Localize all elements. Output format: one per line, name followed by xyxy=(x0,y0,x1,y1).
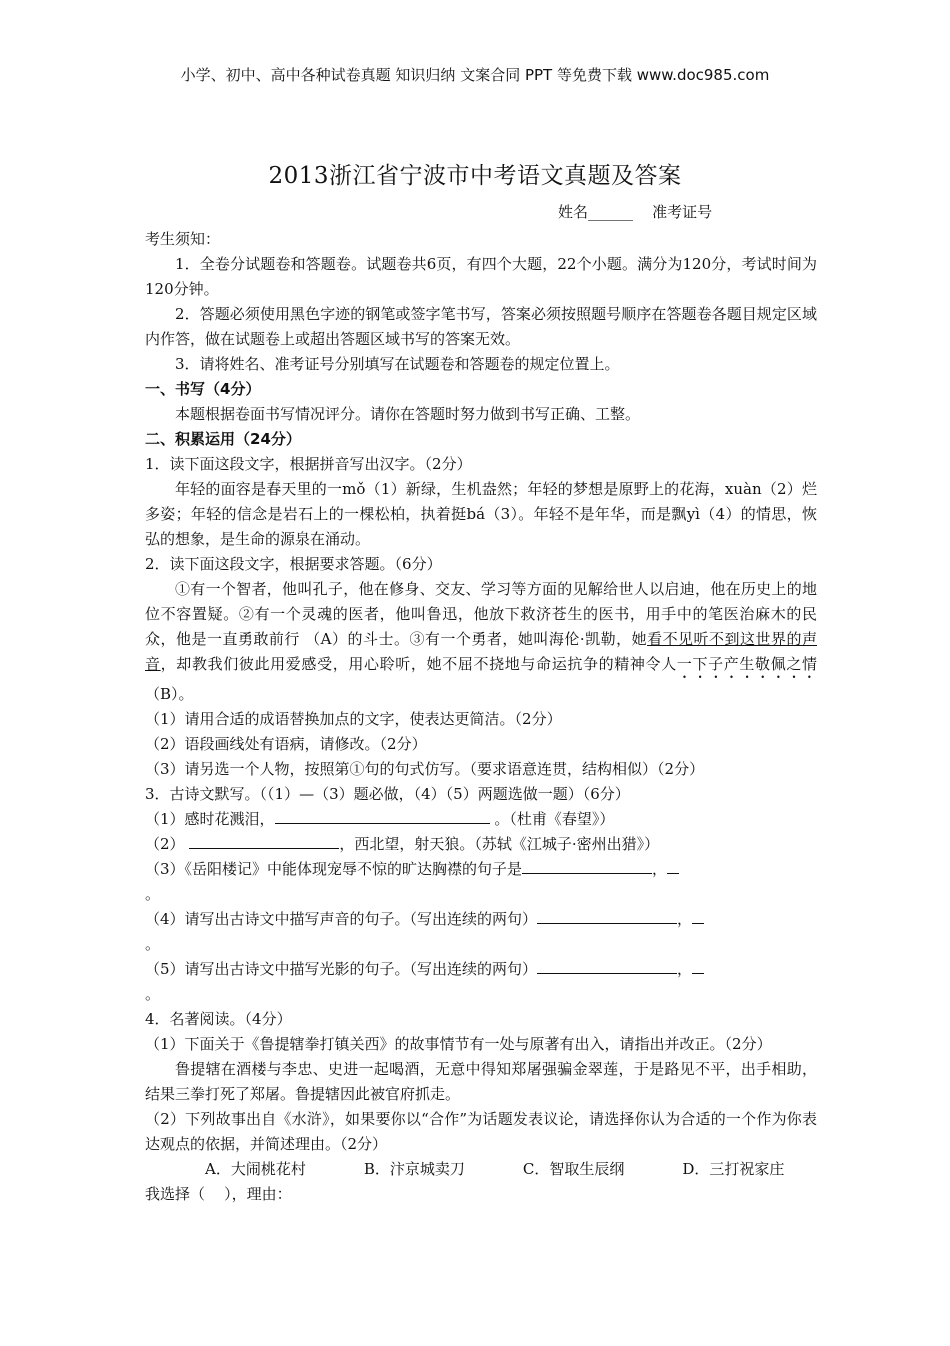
q2-sub-2: （2）语段画线处有语病，请修改。（2分） xyxy=(145,735,427,753)
q4-option-b[interactable]: B．汴京城卖刀 xyxy=(363,1160,465,1178)
notice-item-2: 2．答题必须使用黑色字迹的钢笔或签字笔书写，答案必须按照题号顺序在答题卷各题目规定区域内作答，做在试题卷上或超出答题区域书写的答案无效。 xyxy=(145,305,817,348)
q3-comma-4: ， xyxy=(677,910,693,928)
q3-line-2-text: ，西北望，射天狼。（苏轼《江城子·密州出猎》） xyxy=(339,835,660,853)
q2-passage-part-c: （B）。 xyxy=(145,685,194,703)
q3-blank-4a[interactable] xyxy=(537,907,677,924)
q3-blank-3a[interactable] xyxy=(522,857,652,874)
q4-option-c[interactable]: C．智取生辰纲 xyxy=(522,1160,625,1178)
q1-passage: 年轻的面容是春天里的一mǒ（1）新绿，生机盎然；年轻的梦想是原野上的花海，xuàn（2）烂多姿；年轻的信念是岩石上的一棵松柏，执着挺bá（3）。年轻不是年华，而是飘yì（4）的情思，恢弘的想象，是生命的源泉在涌动。 xyxy=(145,480,817,548)
q4-choose-line[interactable]: 我选择（ ），理由： xyxy=(145,1185,292,1203)
notice-item-1: 1．全卷分试题卷和答题卷。试题卷共6页，有四个大题，22个小题。满分为120分，考试时间为120分钟。 xyxy=(145,255,817,298)
q2-passage-part-a: ①有一个智者，他叫孔子，他在修身、交友、学习等方面的见解给世人以启迪，他在历史上的地位不容置疑。②有一个灵魂的医者，他叫鲁迅，他放下救济苍生的医书，用手中的笔医治麻木的民众，他是一直勇敢前行 （A）的斗士。③有一个勇者，她叫海伦·凯勒，她 xyxy=(145,580,817,648)
page-title: 2013浙江省宁波市中考语文真题及答案 xyxy=(268,163,682,189)
q3-line-3-end xyxy=(145,882,817,907)
q3-line-2 xyxy=(145,832,817,857)
q3-comma-5: ， xyxy=(677,960,693,978)
exam-id-label: 准考证号 xyxy=(652,203,713,221)
q4-sub-1: （1）下面关于《鲁提辖拳打镇关西》的故事情节有一处与原著有出入，请指出并改正。（2分） xyxy=(145,1035,772,1053)
q3-comma-3: ， xyxy=(652,860,668,878)
q3-blank-1[interactable] xyxy=(275,807,490,824)
section-1-heading: 一、书写（4分） xyxy=(145,380,261,398)
q3-blank-5b[interactable] xyxy=(692,957,704,974)
section-1-text: 本题根据卷面书写情况评分。请你在答题时努力做到书写正确、工整。 xyxy=(175,405,641,423)
q3-line-1 xyxy=(145,807,817,832)
q3-blank-3b[interactable] xyxy=(667,857,679,874)
q3-tail-5: 。 xyxy=(145,985,161,1003)
notice-item-3: 3．请将姓名、准考证号分别填写在试题卷和答题卷的规定位置上。 xyxy=(175,355,620,373)
q2-sub-1: （1）请用合适的成语替换加点的文字，使表达更简洁。（2分） xyxy=(145,710,562,728)
q4-option-d[interactable]: D．三打祝家庄 xyxy=(682,1160,785,1178)
candidate-info-line xyxy=(558,201,712,222)
q4-passage: 鲁提辖在酒楼与李忠、史进一起喝酒，无意中得知郑屠强骗金翠莲，于是路见不平，出手相助，结果三拳打死了郑屠。鲁提辖因此被官府抓走。 xyxy=(145,1060,817,1103)
q2-stem: 2．读下面这段文字，根据要求答题。（6分） xyxy=(145,555,442,573)
q3-stem: 3．古诗文默写。（（1）—（3）题必做，（4）（5）两题选做一题）（6分） xyxy=(145,785,630,803)
q3-line-2-prefix: （2） xyxy=(145,835,190,853)
q4-options xyxy=(145,1157,817,1182)
q2-passage xyxy=(145,577,817,707)
q3-line-5-text: （5）请写出古诗文中描写光影的句子。（写出连续的两句） xyxy=(145,960,538,978)
name-label: 姓名______ xyxy=(558,203,634,221)
q3-tail-4: 。 xyxy=(145,935,161,953)
q3-blank-2[interactable] xyxy=(189,832,339,849)
q3-line-4 xyxy=(145,907,817,932)
section-2-heading: 二、积累运用（24分） xyxy=(145,430,301,448)
notice-heading: 考生须知： xyxy=(145,230,221,248)
q2-dotted-phrase: 一下子产生敬佩之情 xyxy=(676,655,817,673)
q3-blank-4b[interactable] xyxy=(692,907,704,924)
q3-blank-5a[interactable] xyxy=(537,957,677,974)
q1-stem: 1．读下面这段文字，根据拼音写出汉字。（2分） xyxy=(145,455,472,473)
q3-line-3-text: （3）《岳阳楼记》中能体现宠辱不惊的旷达胸襟的句子是 xyxy=(145,860,523,878)
q2-underlined-phrase: 看不见听不到这世界的声音 xyxy=(145,630,817,673)
exam-content xyxy=(145,227,817,1207)
q4-option-a[interactable]: A．大闹桃花村 xyxy=(205,1160,306,1178)
q3-line-1-source: 。（杜甫《春望》） xyxy=(489,810,615,828)
q3-line-5-end xyxy=(145,982,817,1007)
q3-line-3 xyxy=(145,857,817,882)
q2-passage-part-b: ，却教我们彼此用爱感受，用心聆听，她不屈不挠地与命运抗争的精神令人 xyxy=(160,655,677,673)
q3-line-4-text: （4）请写出古诗文中描写声音的句子。（写出连续的两句） xyxy=(145,910,538,928)
q4-stem: 4．名著阅读。（4分） xyxy=(145,1010,292,1028)
q4-sub-2: （2）下列故事出自《水浒》，如果要你以“合作”为话题发表议论，请选择你认为合适的一个作为你表达观点的依据，并简述理由。（2分） xyxy=(145,1110,817,1153)
q3-line-4-end xyxy=(145,932,817,957)
q3-line-1-text: （1）感时花溅泪， xyxy=(145,810,275,828)
q3-line-5 xyxy=(145,957,817,982)
q3-tail-3: 。 xyxy=(145,885,161,903)
q2-sub-3: （3）请另选一个人物，按照第①句的句式仿写。（要求语意连贯，结构相似）（2分） xyxy=(145,760,705,778)
site-header: 小学、初中、高中各种试卷真题 知识归纳 文案合同 PPT 等免费下载 www.doc985.com xyxy=(180,66,770,84)
